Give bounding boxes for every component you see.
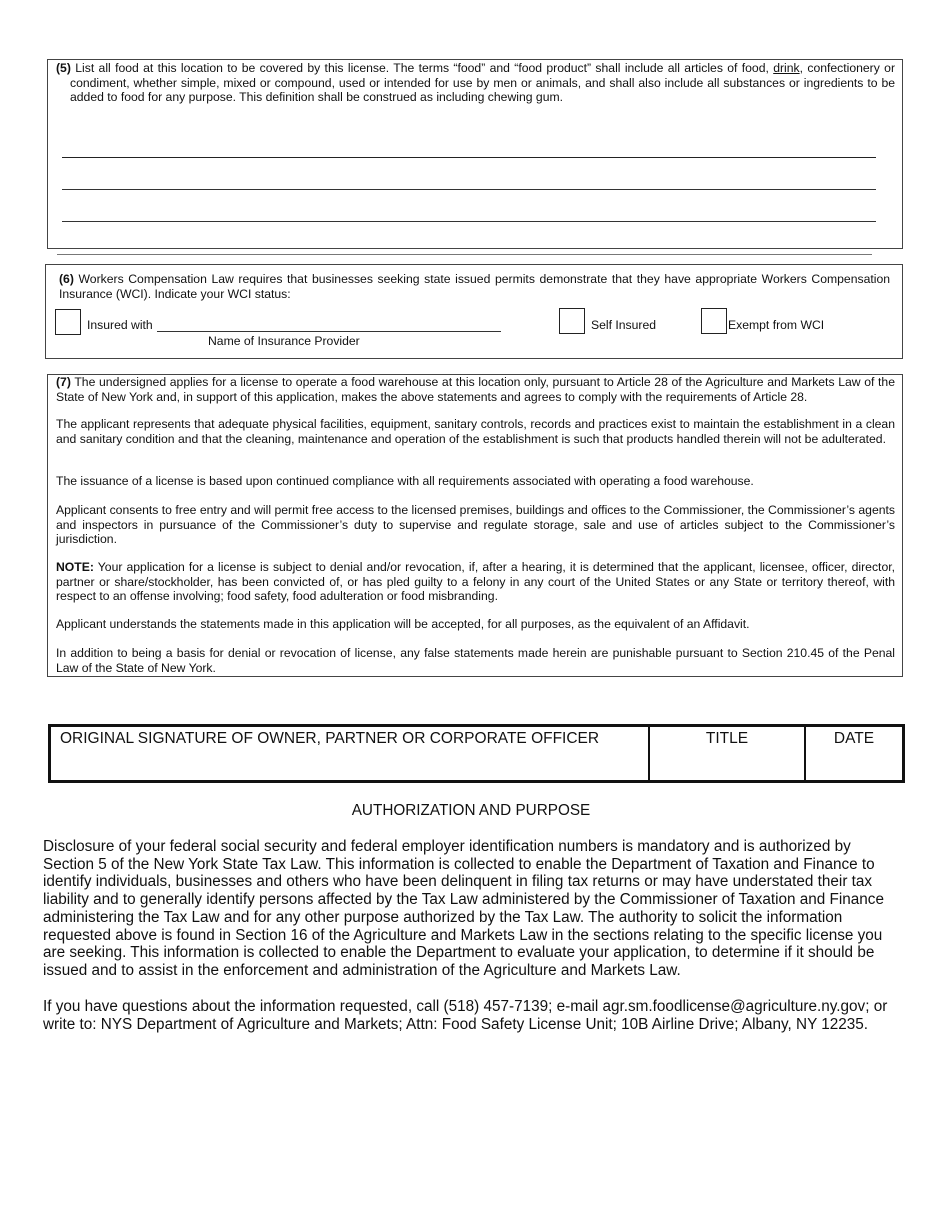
section-5-text: (5) List all food at this location to be covered by this license. The terms “food” and “food product” shall include all articles of food, drink, confectionery or condiment, whether simple, mixed or compound, used or intended for use by men or animals, and shall also include all substances or ingredients to be added to food for any purpose. This definition shall be construed as including chewing gum. xyxy=(56,61,896,104)
disclosure-paragraph: Disclosure of your federal social security and federal employer identification numbers is mandatory and is authorized by Section 5 of the New York State Tax Law. This information is collected to enable the Department of Taxation and Finance to identify individuals, businesses and others who have been delinquent in filing tax returns or may have understated their tax liability and to generally identify persons affected by the Tax Law administered by the Commissioner of Taxation and Finance administering the Tax Law and for any other purpose authorized by the Tax Law. The authority to solicit the information requested above is found in Section 16 of the Agriculture and Markets Law in the sections relating to the specific license you are seeking. This information is collected to enable the Department to evaluate your application, to determine if it should be issued and to assist in the enforcement and administration of the Agriculture and Markets Law. xyxy=(43,838,884,979)
signature-table xyxy=(48,724,905,783)
exempt-from-wci-label: Exempt from WCI xyxy=(728,318,825,332)
contact-paragraph: If you have questions about the information requested, call (518) 457-7139; e-mail agr.sm.foodlicense@agriculture.ny.gov; or write to: NYS Department of Agriculture and Markets; Attn: Food Safety License Unit; 10B Airline Drive; Albany, NY 12235. xyxy=(43,998,888,1033)
signature-label: ORIGINAL SIGNATURE OF OWNER, PARTNER OR CORPORATE OFFICER xyxy=(60,730,600,747)
insured-with-label: Insured with xyxy=(87,318,153,332)
date-label: DATE xyxy=(833,730,875,747)
self-insured-checkbox[interactable] xyxy=(559,308,585,334)
section-7-intro: (7) The undersigned applies for a license to operate a food warehouse at this location only, pursuant to Article 28 of the Agriculture and Markets Law of the State of New York and, in support of this application, makes the above statements and agrees to comply with the requirements of Article 28. xyxy=(56,375,895,404)
section-5-number: (5) xyxy=(56,61,71,75)
insurance-provider-caption: Name of Insurance Provider xyxy=(208,334,360,348)
signature-cell[interactable] xyxy=(50,726,650,782)
section-7-number: (7) xyxy=(56,375,71,389)
food-list-line-1[interactable] xyxy=(62,157,876,158)
title-cell[interactable] xyxy=(649,726,805,782)
note-label: NOTE: xyxy=(56,560,94,574)
section-7-affidavit-paragraph: Applicant understands the statements made in this application will be accepted, for all purposes, as the equivalent of an Affidavit. xyxy=(56,617,750,631)
section-7-note-paragraph: NOTE: Your application for a license is subject to denial and/or revocation, if, after a hearing, it is determined that the applicant, licensee, officer, director, partner or share/stockholder, has been convicted of, or has pled guilty to a felony in any court of the United States or any State or territory thereof, with respect to an offense involving; food safety, food adulteration or food misbranding. xyxy=(56,560,895,603)
section-7-issuance-paragraph: The issuance of a license is based upon continued compliance with all requirements associated with operating a food warehouse. xyxy=(56,474,754,488)
section-7-consent-paragraph: Applicant consents to free entry and will permit free access to the licensed premises, buildings and offices to the Commissioner, the Commissioner’s agents and inspectors in pursuance of the Commissioner’s duty to supervise and regulate storage, sale and use of articles subject to the Commissioner’s jurisdiction. xyxy=(56,503,895,546)
authorization-heading: AUTHORIZATION AND PURPOSE xyxy=(351,802,591,819)
exempt-from-wci-checkbox[interactable] xyxy=(701,308,727,334)
food-list-line-2[interactable] xyxy=(62,189,876,190)
insured-with-checkbox[interactable] xyxy=(55,309,81,335)
section-6-text: (6) Workers Compensation Law requires that businesses seeking state issued permits demonstrate that they have appropriate Workers Compensation Insurance (WCI). Indicate your WCI status: xyxy=(59,272,891,301)
section-divider-line xyxy=(57,254,872,255)
section-6-number: (6) xyxy=(59,272,74,286)
section-7-false-statements-paragraph: In addition to being a basis for denial or revocation of license, any false statements made herein are punishable pursuant to Section 210.45 of the Penal Law of the State of New York. xyxy=(56,646,895,675)
self-insured-label: Self Insured xyxy=(591,318,657,332)
title-label: TITLE xyxy=(705,730,749,747)
drink-word: drink xyxy=(773,61,800,75)
food-list-line-3[interactable] xyxy=(62,221,876,222)
date-cell[interactable] xyxy=(805,726,904,782)
insurance-provider-field[interactable] xyxy=(157,331,501,332)
section-7-facilities-paragraph: The applicant represents that adequate physical facilities, equipment, sanitary controls, records and practices exist to maintain the establishment in a clean and sanitary condition and that the cleaning, maintenance and operation of the establishment is such that products handled therein will not be adulterated. xyxy=(56,417,895,446)
